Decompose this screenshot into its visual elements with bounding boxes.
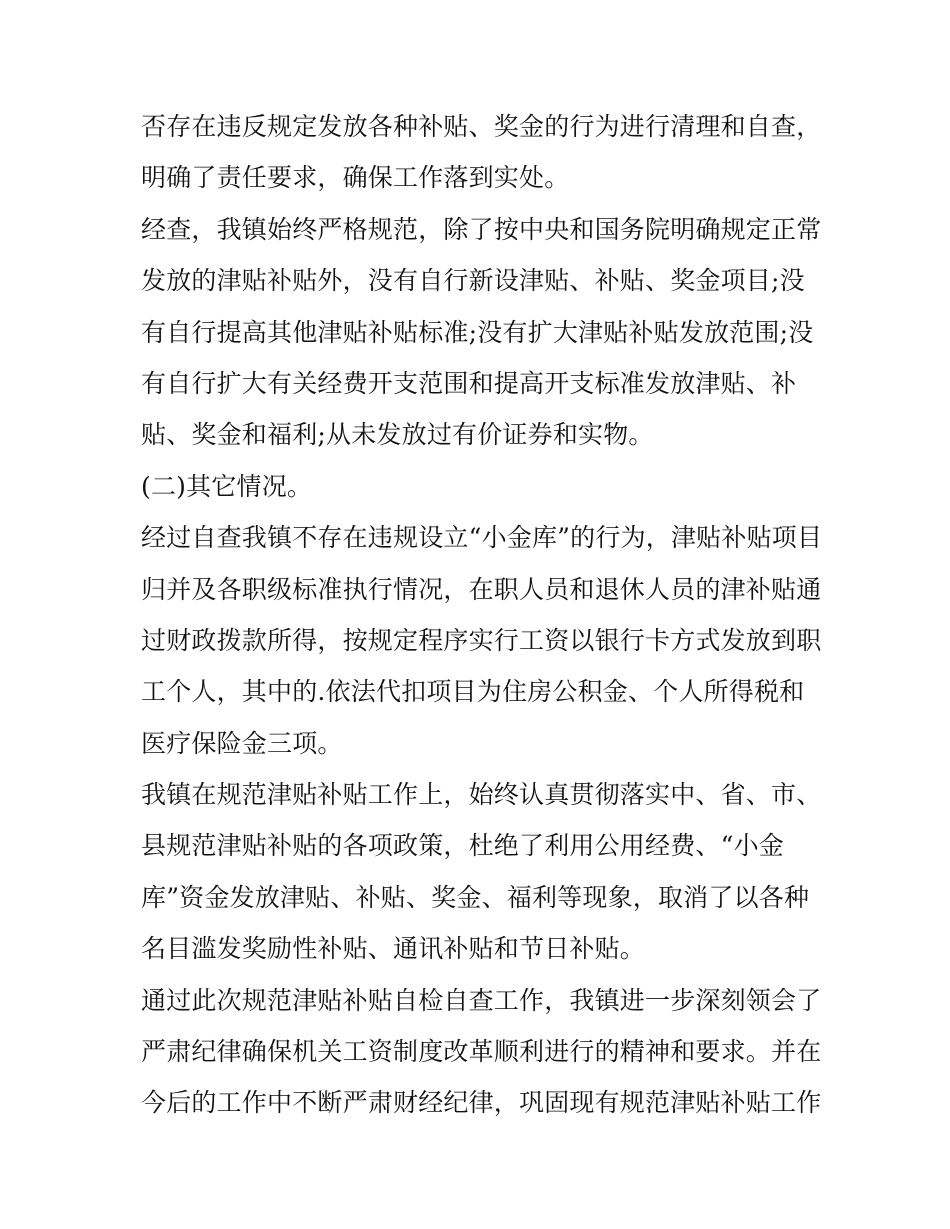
text-line-18: 通过此次规范津贴补贴自检自查工作，我镇进一步深刻领会了 [141, 985, 822, 1015]
text-line-4: 发放的津贴补贴外，没有自行新设津贴、补贴、奖金项目;没 [141, 266, 805, 296]
text-line-5: 有自行提高其他津贴补贴标准;没有扩大津贴补贴发放范围;没 [141, 317, 814, 347]
text-line-14: 我镇在规范津贴补贴工作上，始终认真贯彻落实中、省、市、 [141, 780, 822, 810]
text-line-19: 严肃纪律确保机关工资制度改革顺利进行的精神和要求。并在 [141, 1037, 822, 1067]
section-heading: (二)其它情况。 [141, 471, 313, 501]
document-body [141, 101, 831, 1129]
text-line-11: 过财政拨款所得，按规定程序实行工资以银行卡方式发放到职 [141, 625, 822, 655]
text-line-13: 医疗保险金三项。 [141, 728, 343, 758]
text-line-7: 贴、奖金和福利;从未发放过有价证券和实物。 [141, 420, 654, 450]
text-line-3: 经查，我镇始终严格规范，除了按中央和国务院明确规定正常 [141, 214, 822, 244]
text-line-9: 经过自查我镇不存在违规设立“小金库”的行为，津贴补贴项目 [141, 523, 823, 553]
text-line-16: 库”资金发放津贴、补贴、奖金、福利等现象，取消了以各种 [141, 882, 810, 912]
text-line-1: 否存在违反规定发放各种补贴、奖金的行为进行清理和自查， [141, 112, 822, 141]
text-line-20: 今后的工作中不断严肃财经纪律，巩固现有规范津贴补贴工作 [141, 1088, 822, 1118]
text-line-2: 明确了责任要求，确保工作落到实处。 [141, 163, 570, 193]
text-line-12: 工个人，其中的.依法代扣项目为住房公积金、个人所得税和 [141, 677, 805, 707]
text-line-15: 县规范津贴补贴的各项政策，杜绝了利用公用经费、“小金 [141, 831, 784, 861]
text-line-17: 名目滥发奖励性补贴、通讯补贴和节日补贴。 [141, 934, 646, 964]
text-line-10: 归并及各职级标准执行情况，在职人员和退休人员的津补贴通 [141, 574, 822, 604]
text-line-6: 有自行扩大有关经费开支范围和提高开支标准发放津贴、补 [141, 368, 797, 398]
